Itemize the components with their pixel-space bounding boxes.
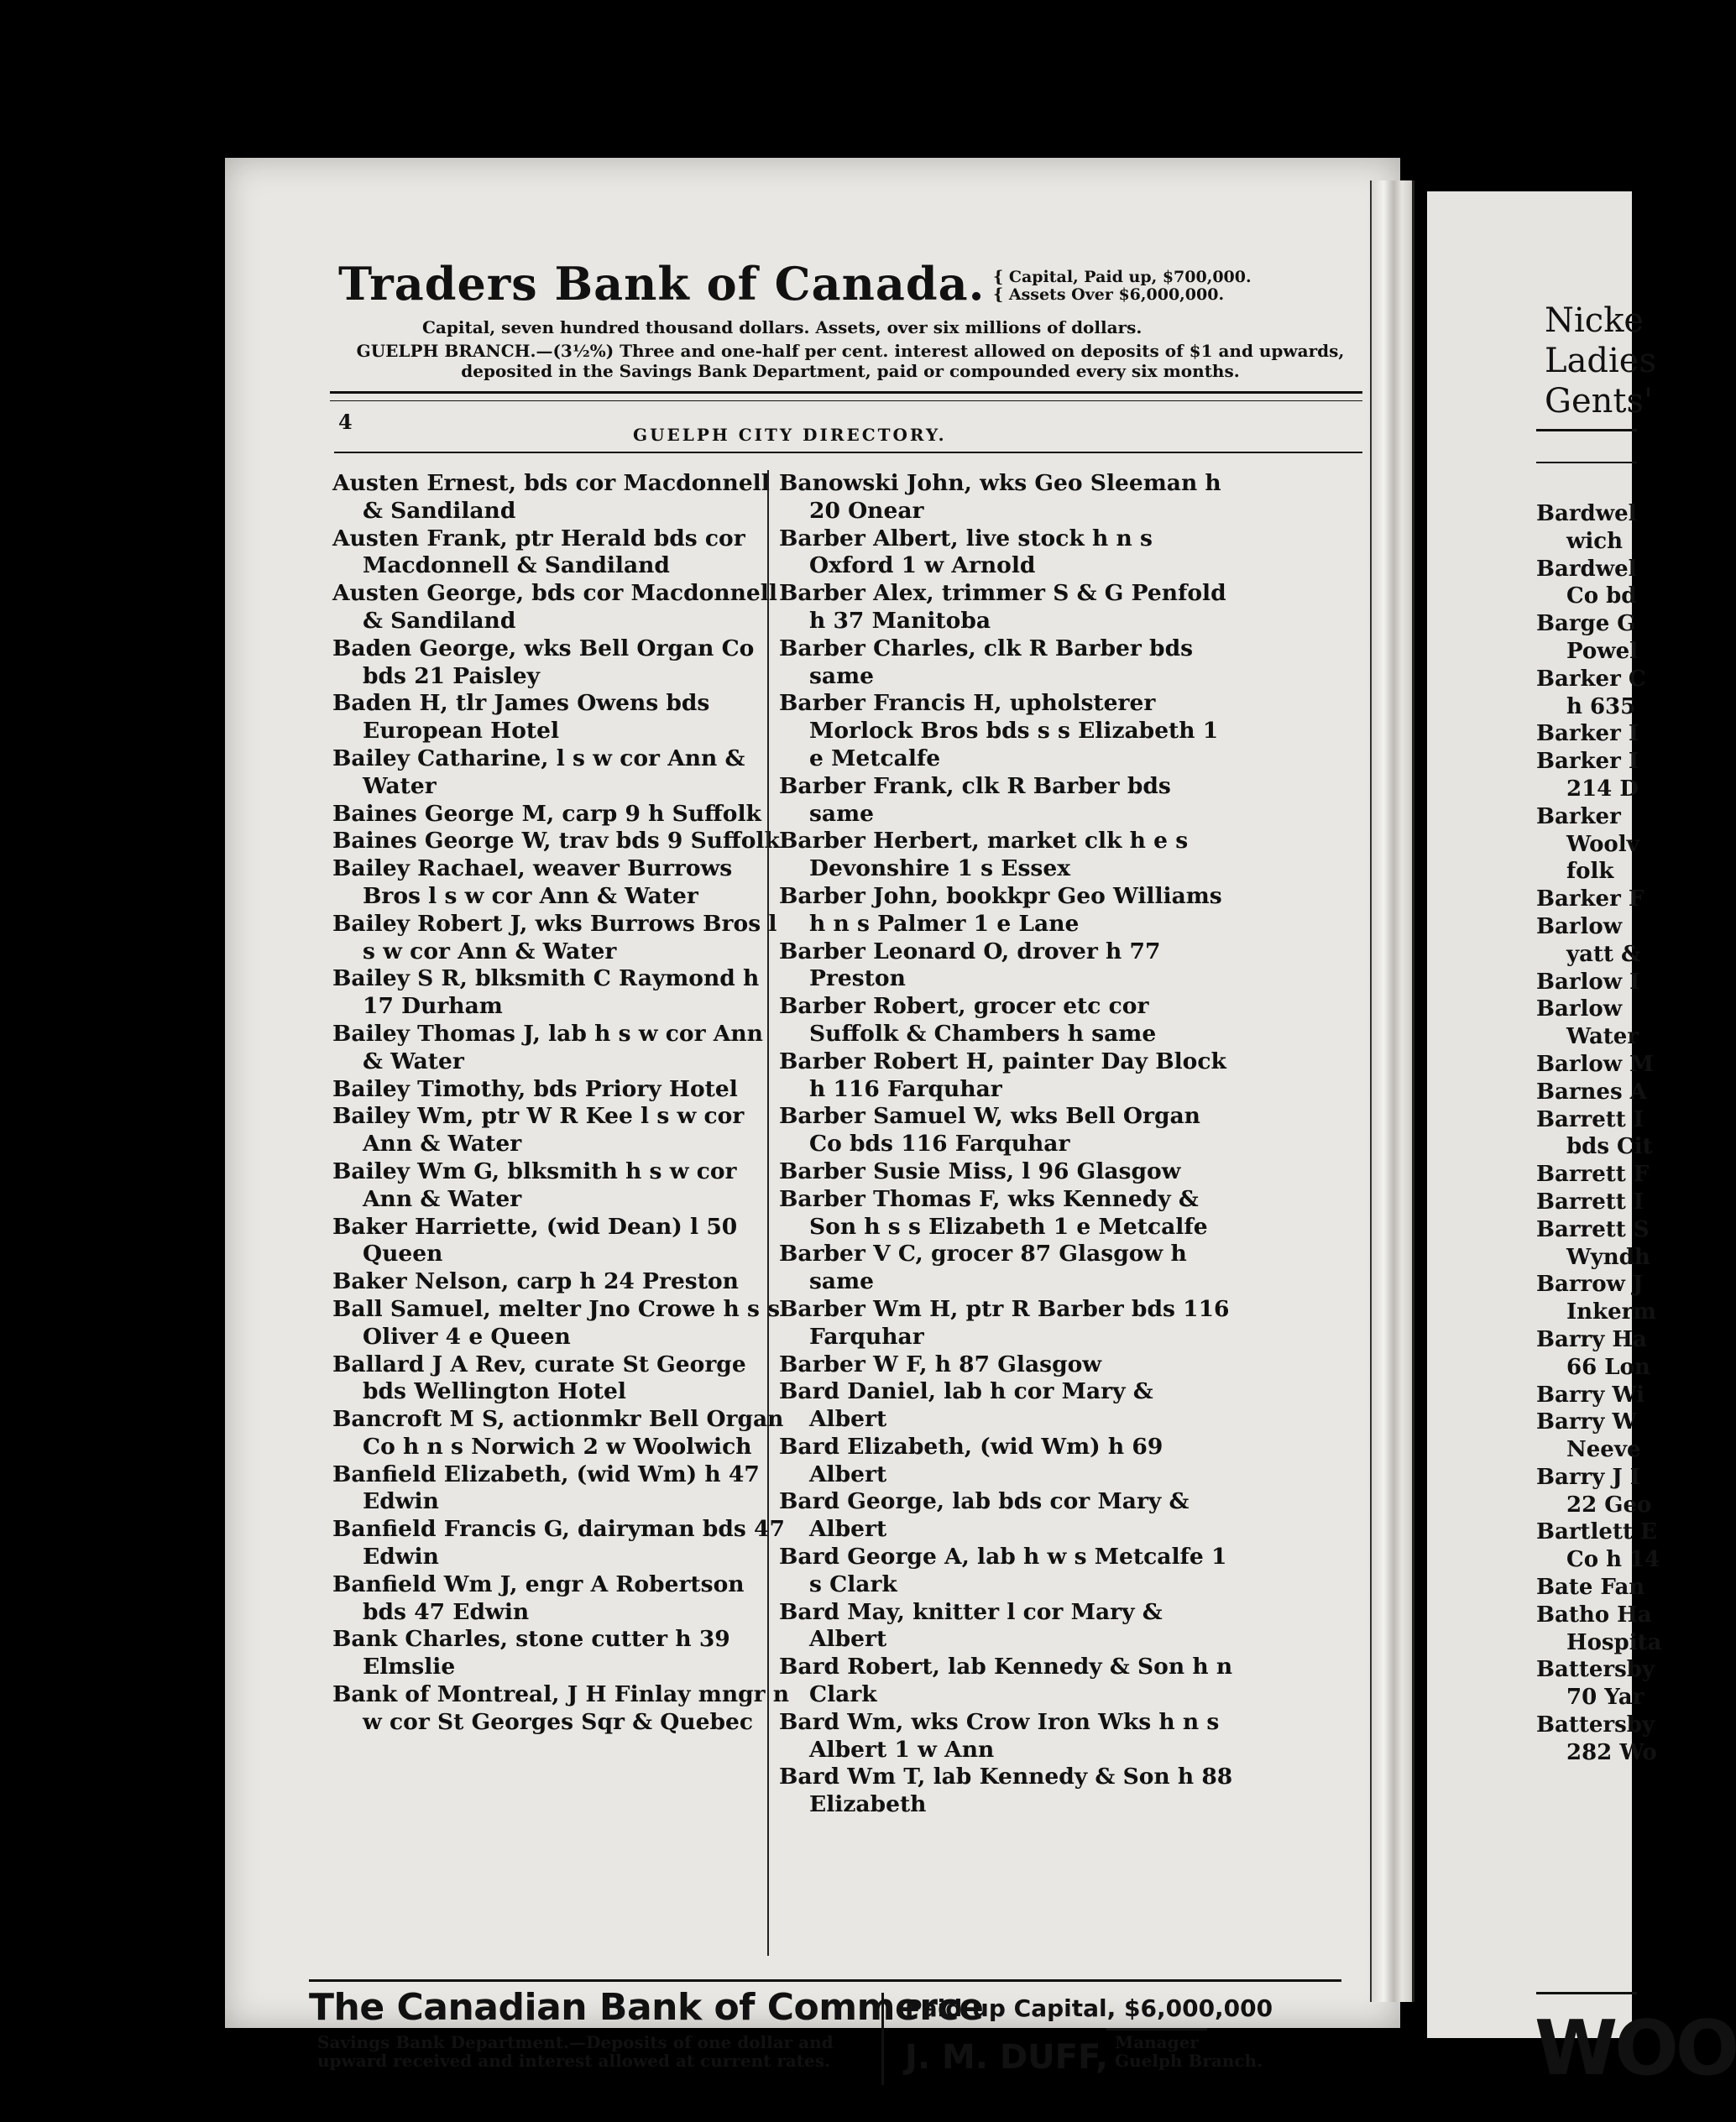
facing-entry-fragment: Batho Ha: [1536, 1602, 1652, 1628]
directory-entry: Bard Daniel, lab h cor Mary & Albert: [779, 1378, 1153, 1433]
facing-page-column: [1536, 500, 1661, 1767]
directory-entry: Baden H, tlr James Owens bds European Hotel: [332, 690, 710, 745]
directory-entry: Bailey Wm G, blksmith h s w cor Ann & Water: [332, 1158, 737, 1212]
directory-entry: Bard George A, lab h w s Metcalfe 1 s Clark: [779, 1544, 1227, 1597]
facing-entry-fragment: Battersby: [1536, 1657, 1655, 1683]
facing-header-line: Gents': [1545, 382, 1653, 421]
directory-entry: Baker Nelson, carp h 24 Preston: [332, 1268, 739, 1295]
facing-entry-fragment: Water: [1566, 1024, 1639, 1050]
facing-entry-fragment: Barrett I: [1536, 1106, 1644, 1132]
directory-entry: Barber Herbert, market clk h e s Devonshire 1 s Essex: [779, 828, 1189, 882]
left-column: [332, 470, 790, 1737]
facing-entry-fragment: bds Cit: [1566, 1134, 1653, 1160]
manager-title: Manager Guelph Branch.: [1115, 2032, 1263, 2071]
directory-entry: Bank of Montreal, J H Finlay mngr n w cor St Georges Sqr & Quebec: [332, 1681, 790, 1735]
facing-entry-fragment: Barlow I: [1536, 969, 1640, 995]
directory-entry: Ball Samuel, melter Jno Crowe h s s Oliver 4 e Queen: [332, 1295, 781, 1350]
facing-entry-fragment: Bardwel: [1536, 556, 1637, 582]
running-head-rule: [334, 452, 1362, 453]
facing-entry-fragment: Barlow M: [1536, 1051, 1654, 1077]
directory-entry: Barber Frank, clk R Barber bds same: [779, 772, 1171, 827]
manager-name: J. M. DUFF,: [905, 2038, 1109, 2077]
facing-entry-fragment: wich: [1566, 528, 1623, 554]
facing-page-rule-2: [1536, 462, 1637, 463]
directory-entry: Bard Wm, wks Crow Iron Wks h n s Albert 1 w Ann: [779, 1708, 1220, 1763]
right-column: [779, 470, 1237, 1819]
directory-entry: Barber Thomas F, wks Kennedy & Son h s s Elizabeth 1 e Metcalfe: [779, 1185, 1208, 1240]
directory-entry: Bard Robert, lab Kennedy & Son h n Clark: [779, 1654, 1233, 1708]
facing-entry-fragment: Inkerm: [1566, 1299, 1656, 1325]
commerce-bank-capital: Paid-up Capital, $6,000,000: [905, 1994, 1273, 2022]
directory-entry: Baines George M, carp 9 h Suffolk: [332, 800, 761, 827]
facing-entry-fragment: Barry W: [1536, 1409, 1637, 1435]
directory-entry: Bard Elizabeth, (wid Wm) h 69 Albert: [779, 1433, 1163, 1487]
facing-page: [1427, 191, 1736, 2093]
traders-bank-capital-words: Capital, seven hundred thousand dollars. Assets, over six millions of dollars.: [422, 317, 1143, 337]
directory-entry: Baden George, wks Bell Organ Co bds 21 Paisley: [332, 635, 755, 689]
directory-entry: Barber Robert H, painter Day Block h 116 Farquhar: [779, 1048, 1226, 1102]
facing-page-rule: [1536, 429, 1637, 431]
facing-entry-fragment: Barlow: [1536, 996, 1623, 1022]
running-head: GUELPH CITY DIRECTORY.: [633, 425, 947, 445]
facing-entry-fragment: Barrett S: [1536, 1216, 1650, 1242]
directory-entry: Austen Frank, ptr Herald bds cor Macdonnell & Sandiland: [332, 525, 745, 579]
facing-entry-fragment: 282 Wo: [1566, 1739, 1657, 1765]
footer-advertisement: [309, 1986, 1350, 2104]
page-number: 4: [338, 410, 353, 434]
facing-entry-fragment: Co h 14: [1566, 1547, 1660, 1573]
facing-entry-fragment: Barge G: [1536, 611, 1636, 637]
directory-entry: Austen George, bds cor Macdonnell & Sandiland: [332, 580, 777, 634]
footer-rule: [309, 1979, 1341, 1982]
facing-entry-fragment: yatt &: [1566, 941, 1641, 967]
directory-entry: Barber Francis H, upholsterer Morlock Bros bds s s Elizabeth 1 e Metcalfe: [779, 690, 1219, 771]
facing-entry-fragment: Hospita: [1566, 1629, 1662, 1655]
directory-entry: Bard George, lab bds cor Mary & Albert: [779, 1488, 1190, 1543]
directory-entry: Baker Harriette, (wid Dean) l 50 Queen: [332, 1213, 738, 1267]
directory-entry: Barber Samuel W, wks Bell Organ Co bds 116 Farquhar: [779, 1103, 1200, 1158]
directory-entry: Barber Leonard O, drover h 77 Preston: [779, 938, 1161, 992]
directory-entry: Barber Wm H, ptr R Barber bds 116 Farquhar: [779, 1295, 1230, 1350]
facing-header-line: Nicke: [1545, 301, 1644, 340]
directory-entry: Bailey Thomas J, lab h s w cor Ann & Water: [332, 1020, 763, 1074]
facing-entry-fragment: Barker: [1536, 803, 1621, 829]
directory-entry: Bancroft M S, actionmkr Bell Organ Co h n s Norwich 2 w Woolwich: [332, 1406, 784, 1460]
directory-entry: Ballard J A Rev, curate St George bds Wellington Hotel: [332, 1351, 746, 1405]
directory-entry: Bard Wm T, lab Kennedy & Son h 88 Elizabeth: [779, 1764, 1233, 1818]
directory-entry: Bailey Rachael, weaver Burrows Bros l s w cor Ann & Water: [332, 855, 733, 909]
book-binding: [1370, 180, 1414, 2002]
facing-entry-fragment: folk: [1566, 859, 1614, 885]
directory-entry: Banowski John, wks Geo Sleeman h 20 Onear: [779, 470, 1221, 524]
directory-entry: Bailey Catharine, l s w cor Ann & Water: [332, 745, 745, 799]
facing-entry-fragment: Bate Fan: [1536, 1575, 1645, 1601]
directory-entry: Barber Albert, live stock h n s Oxford 1 w Arnold: [779, 525, 1153, 579]
facing-entry-fragment: Bardwel: [1536, 501, 1637, 526]
commerce-bank-savings: Savings Bank Department.—Deposits of one dollar and upward received and interest allowed at current rates.: [317, 2032, 834, 2071]
facing-entry-fragment: Barlow: [1536, 913, 1623, 939]
directory-entry: Bailey Robert J, wks Burrows Bros l s w cor Ann & Water: [332, 910, 777, 964]
column-divider: [767, 470, 769, 1956]
directory-entry: Barber John, bookkpr Geo Williams h n s Palmer 1 e Lane: [779, 882, 1222, 937]
directory-entry: Bailey S R, blksmith C Raymond h 17 Durham: [332, 965, 760, 1020]
facing-entry-fragment: Barrett I: [1536, 1189, 1644, 1215]
directory-entry: Banfield Wm J, engr A Robertson bds 47 Edwin: [332, 1571, 745, 1625]
manager-rule: [1106, 2028, 1207, 2031]
facing-page-header: [1545, 301, 1656, 421]
facing-entry-fragment: Barker I: [1536, 749, 1639, 775]
facing-header-line: Ladies: [1545, 342, 1657, 380]
facing-entry-fragment: 70 Yar: [1566, 1685, 1644, 1711]
directory-entry: Bank Charles, stone cutter h 39 Elmslie: [332, 1626, 730, 1680]
directory-entry: Barber Charles, clk R Barber bds same: [779, 635, 1194, 689]
facing-entry-fragment: Barry Ha: [1536, 1326, 1647, 1352]
facing-entry-fragment: Co bd: [1566, 583, 1637, 609]
facing-entry-fragment: 66 Lon: [1566, 1354, 1650, 1380]
directory-entry: Banfield Francis G, dairyman bds 47 Edwin: [332, 1516, 785, 1571]
facing-entry-fragment: Barry J I: [1536, 1464, 1640, 1490]
directory-entry: Barber W F, h 87 Glasgow: [779, 1351, 1102, 1377]
directory-entry: Barber V C, grocer 87 Glasgow h same: [779, 1241, 1187, 1295]
traders-bank-branch-notice: GUELPH BRANCH.—(3½%) Three and one-half per cent. interest allowed on deposits of $1 and upwards, deposited in the Savings Bank Department, paid or compounded every six months.: [356, 341, 1345, 381]
directory-entry: Austen Ernest, bds cor Macdonnell & Sandiland: [332, 470, 770, 524]
directory-entry: Barber Alex, trimmer S & G Penfold h 37 Manitoba: [779, 580, 1226, 634]
facing-entry-fragment: Bartlett E: [1536, 1519, 1657, 1545]
directory-entry: Bard May, knitter l cor Mary & Albert: [779, 1598, 1163, 1653]
header-rule: [330, 391, 1362, 401]
commerce-bank-title: The Canadian Bank of Commerce: [309, 1986, 984, 2029]
directory-page: [225, 158, 1400, 2077]
facing-entry-fragment: 214 D: [1566, 776, 1639, 802]
facing-entry-fragment: h 635: [1566, 693, 1636, 719]
directory-entry: Barber Susie Miss, l 96 Glasgow: [779, 1158, 1181, 1184]
facing-entry-fragment: Barnes A: [1536, 1079, 1647, 1105]
facing-page-footer-rule: [1536, 1992, 1637, 1994]
facing-entry-fragment: Barker F: [1536, 886, 1644, 912]
facing-entry-fragment: Powel: [1566, 638, 1638, 664]
footer-divider: [881, 1993, 884, 2085]
facing-entry-fragment: Woolv: [1566, 831, 1639, 857]
facing-entry-fragment: Barrett F: [1536, 1162, 1650, 1188]
facing-entry-fragment: Barry Wi: [1536, 1382, 1644, 1408]
directory-entry: Bailey Timothy, bds Priory Hotel: [332, 1075, 738, 1102]
facing-entry-fragment: Barker I: [1536, 721, 1639, 747]
facing-entry-fragment: Barker C: [1536, 666, 1646, 692]
facing-entry-fragment: Battersby: [1536, 1712, 1655, 1738]
traders-bank-title: Traders Bank of Canada.: [338, 257, 986, 311]
facing-entry-fragment: Neeve: [1566, 1437, 1641, 1463]
facing-entry-fragment: Barrow J: [1536, 1272, 1644, 1298]
facing-entry-fragment: 22 Geo: [1566, 1492, 1652, 1518]
directory-entry: Barber Robert, grocer etc cor Suffolk & Chambers h same: [779, 993, 1157, 1047]
facing-page-footer-word: WOO: [1535, 2004, 1736, 2093]
facing-entry-fragment: Wyndh: [1566, 1244, 1650, 1270]
directory-entry: Banfield Elizabeth, (wid Wm) h 47 Edwin: [332, 1461, 760, 1515]
directory-entry: Baines George W, trav bds 9 Suffolk: [332, 828, 780, 855]
traders-bank-capital: { Capital, Paid up, $700,000. { Assets Over $6,000,000.: [993, 268, 1252, 304]
directory-entry: Bailey Wm, ptr W R Kee l s w cor Ann & Water: [332, 1103, 745, 1158]
